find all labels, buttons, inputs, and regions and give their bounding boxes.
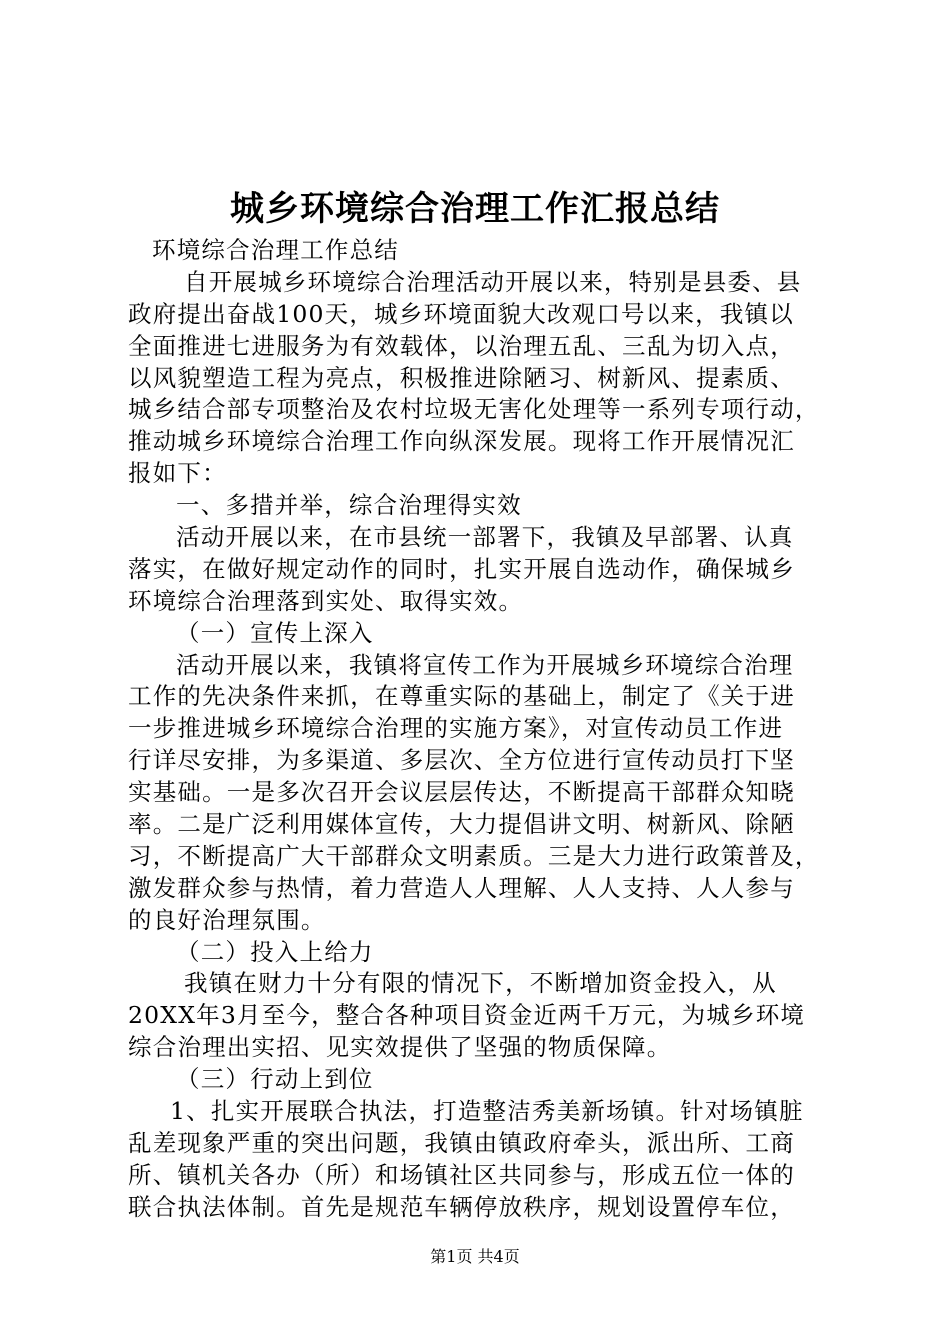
paragraph-line: 以风貌塑造工程为亮点，积极推进除陋习、树新风、提素质、 [128, 363, 795, 392]
paragraph-line: 行详尽安排，为多渠道、多层次、全方位进行宣传动员打下坚 [128, 746, 795, 775]
paragraph-line: 实基础。一是多次召开会议层层传达，不断提高干部群众知晓 [128, 778, 795, 807]
paragraph-line: 的良好治理氛围。 [128, 905, 326, 934]
document-title: 城乡环境综合治理工作汇报总结 [230, 189, 720, 229]
subsection-heading: （三）行动上到位 [176, 1065, 374, 1094]
paragraph-line: 习，不断提高广大干部群众文明素质。三是大力进行政策普及， [128, 841, 820, 870]
paragraph-line: 报如下： [128, 459, 227, 488]
paragraph-line: 联合执法体制。首先是规范车辆停放秩序，规划设置停车位， [128, 1192, 795, 1221]
paragraph-line: 综合治理出实招、见实效提供了坚强的物质保障。 [128, 1033, 672, 1062]
paragraph-line: 城乡结合部专项整治及农村垃圾无害化处理等一系列专项行动， [128, 395, 820, 424]
paragraph-line: 落实，在做好规定动作的同时，扎实开展自选动作，确保城乡 [128, 554, 795, 583]
paragraph-line: 率。二是广泛利用媒体宣传，大力提倡讲文明、树新风、除陋 [128, 810, 795, 839]
paragraph-line: 全面推进七进服务为有效载体，以治理五乱、三乱为切入点， [128, 331, 795, 360]
document-body [128, 235, 828, 1224]
paragraph-line: 20XX年3月至今，整合各种项目资金近两千万元，为城乡环境 [128, 1001, 806, 1030]
paragraph-line: 活动开展以来，在市县统一部署下，我镇及早部署、认真 [176, 523, 794, 552]
paragraph-line: 自开展城乡环境综合治理活动开展以来，特别是县委、县 [184, 267, 802, 296]
paragraph-line: 工作的先决条件来抓，在尊重实际的基础上，制定了《关于进 [128, 682, 795, 711]
page-number-footer: 第1页 共4页 [430, 1247, 520, 1266]
paragraph-line: 环境综合治理落到实处、取得实效。 [128, 586, 524, 615]
subtitle-line: 环境综合治理工作总结 [152, 236, 399, 264]
section-heading: 一、多措并举，综合治理得实效 [176, 491, 522, 520]
subsection-heading: （一）宣传上深入 [176, 618, 374, 647]
paragraph-line: 一步推进城乡环境综合治理的实施方案》，对宣传动员工作进 [128, 714, 784, 743]
paragraph-line: 激发群众参与热情，着力营造人人理解、人人支持、人人参与 [128, 873, 795, 902]
paragraph-line: 我镇在财力十分有限的情况下，不断增加资金投入，从 [184, 969, 777, 998]
paragraph-line: 所、镇机关各办（所）和场镇社区共同参与，形成五位一体的 [128, 1160, 795, 1189]
subsection-heading: （二）投入上给力 [176, 937, 374, 966]
paragraph-line: 推动城乡环境综合治理工作向纵深发展。现将工作开展情况汇 [128, 427, 795, 456]
paragraph-line: 活动开展以来，我镇将宣传工作为开展城乡环境综合治理 [176, 650, 794, 679]
paragraph-line: 政府提出奋战100天，城乡环境面貌大改观口号以来，我镇以 [128, 299, 794, 328]
paragraph-line: 1、扎实开展联合执法，打造整洁秀美新场镇。针对场镇脏 [170, 1097, 804, 1126]
paragraph-line: 乱差现象严重的突出问题，我镇由镇政府牵头，派出所、工商 [128, 1128, 795, 1157]
